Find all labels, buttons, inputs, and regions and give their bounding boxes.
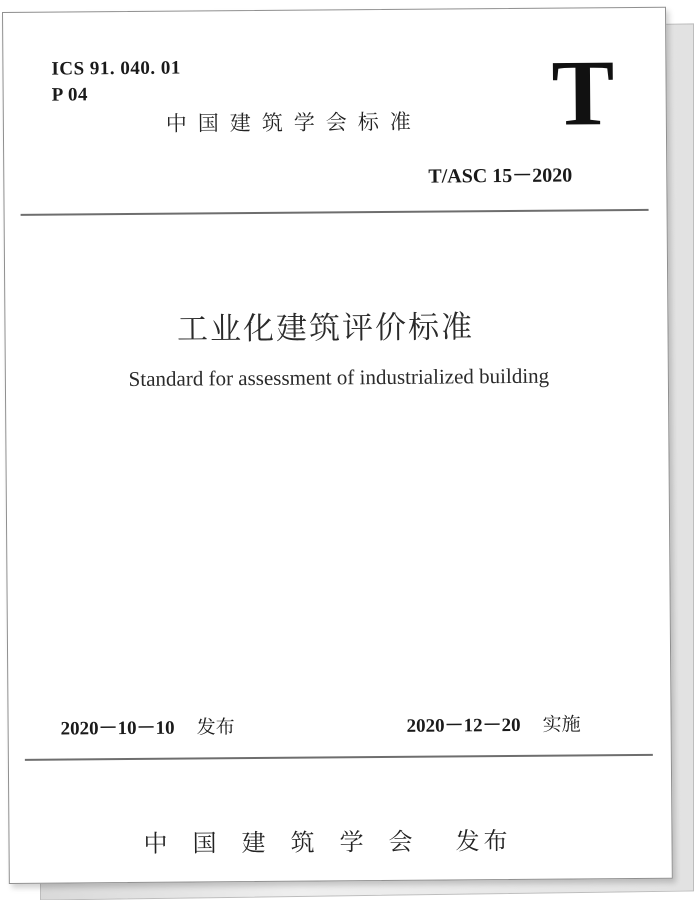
standard-number: T/ASC 15－2020 <box>428 164 573 188</box>
top-divider <box>21 209 649 216</box>
publisher-row <box>143 821 511 859</box>
implement-label: 实施 <box>542 713 581 736</box>
issue-date: 2020－10－10 <box>60 717 175 740</box>
ics-code: ICS 91. 040. 01 <box>51 57 181 80</box>
title-chinese: 工业化建筑评价标准 <box>176 309 475 348</box>
standard-type-mark: T <box>551 41 615 146</box>
ccs-code: P 04 <box>51 84 89 106</box>
implement-date-row <box>407 709 581 737</box>
implement-date: 2020－12－20 <box>406 714 521 737</box>
bottom-divider <box>25 754 653 761</box>
standard-cover <box>2 7 673 884</box>
issue-date-row <box>61 712 235 740</box>
category-organization: 中国建筑学会标准 <box>165 109 422 136</box>
publisher-label: 发布 <box>455 827 512 856</box>
publisher-organization: 中国建筑学会 <box>143 827 438 858</box>
issue-label: 发布 <box>196 716 235 739</box>
title-english: Standard for assessment of industrialized building <box>128 363 550 392</box>
